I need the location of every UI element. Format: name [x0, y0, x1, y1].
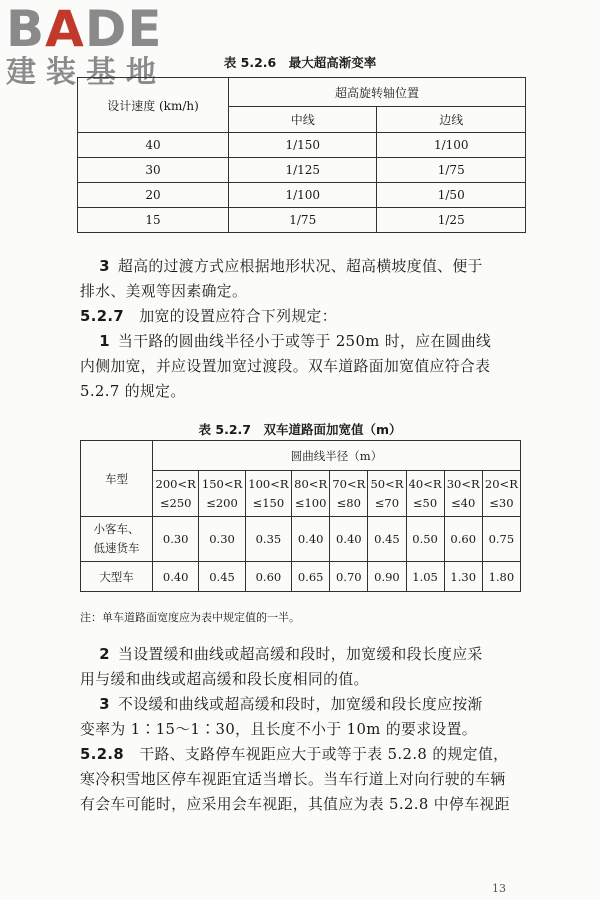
cell-edgeline: 1/75	[377, 158, 526, 183]
cell-value: 1.05	[406, 562, 444, 592]
cell-value: 0.75	[482, 517, 520, 562]
cell-edgeline: 1/25	[377, 208, 526, 233]
table-5-2-7-caption: 表 5.2.7 双车道路面加宽值（m）	[198, 422, 402, 437]
col-rotation-axis: 超高旋转轴位置	[229, 78, 526, 107]
table-row	[81, 562, 521, 592]
range-header: 30<R ≤40	[444, 471, 482, 517]
logo-wordmark: BADE	[6, 0, 163, 58]
cell-centerline: 1/75	[229, 208, 377, 233]
paragraph-3-transition: 3 不设缓和曲线或超高缓和段时，加宽缓和段长度应按渐 变率为 1∶15～1∶30，且长度不小于 10m 的要求设置。	[80, 696, 483, 738]
col-edgeline: 边线	[377, 107, 526, 133]
col-vehicle-type: 车型	[81, 441, 153, 517]
cell-value: 0.45	[368, 517, 406, 562]
cell-speed: 20	[78, 183, 229, 208]
col-curve-radius: 圆曲线半径（m）	[153, 441, 521, 471]
range-header: 80<R ≤100	[292, 471, 330, 517]
cell-value: 1.30	[444, 562, 482, 592]
table-5-2-6-caption: 表 5.2.6 最大超高渐变率	[223, 55, 377, 70]
table-row	[81, 517, 521, 562]
range-header: 100<R ≤150	[245, 471, 291, 517]
range-header: 70<R ≤80	[330, 471, 368, 517]
cell-value: 0.60	[245, 562, 291, 592]
table-row	[78, 158, 526, 183]
paragraph-1-widening: 1 当干路的圆曲线半径小于或等于 250m 时，应在圆曲线 内侧加宽，并应设置加宽过渡段。双车道路面加宽值应符合表 5.2.7 的规定。	[80, 333, 492, 400]
cell-centerline: 1/150	[229, 133, 377, 158]
cell-speed: 40	[78, 133, 229, 158]
row-label-small-vehicle: 小客车、 低速货车	[81, 517, 153, 562]
cell-value: 0.70	[330, 562, 368, 592]
col-design-speed: 设计速度 (km/h)	[78, 78, 229, 133]
cell-value: 0.35	[245, 517, 291, 562]
cell-value: 0.65	[292, 562, 330, 592]
table-row	[78, 133, 526, 158]
cell-speed: 30	[78, 158, 229, 183]
cell-value: 0.40	[292, 517, 330, 562]
range-header: 150<R ≤200	[199, 471, 245, 517]
col-centerline: 中线	[229, 107, 377, 133]
paragraph-2-transition: 2 当设置缓和曲线或超高缓和段时，加宽缓和段长度应采 用与缓和曲线或超高缓和段长度相同的值。	[80, 646, 483, 688]
cell-value: 0.30	[199, 517, 245, 562]
range-header: 50<R ≤70	[368, 471, 406, 517]
cell-value: 0.30	[153, 517, 199, 562]
cell-value: 0.45	[199, 562, 245, 592]
cell-value: 0.40	[153, 562, 199, 592]
paragraph-3-superelevation: 3 超高的过渡方式应根据地形状况、超高横坡度值、便于 排水、美观等因素确定。	[80, 258, 483, 300]
cell-value: 0.50	[406, 517, 444, 562]
section-5-2-8: 5.2.8 干路、支路停车视距应大于或等于表 5.2.8 的规定值， 寒冷积雪地区停车视距宜适当增长。当车行道上对向行驶的车辆 有会车可能时，应采用会车视距，其值应为表 5.2.8 中停车视距	[80, 746, 510, 813]
range-header: 200<R ≤250	[153, 471, 199, 517]
cell-value: 0.60	[444, 517, 482, 562]
table-row	[78, 183, 526, 208]
range-header: 40<R ≤50	[406, 471, 444, 517]
cell-value: 1.80	[482, 562, 520, 592]
cell-value: 0.90	[368, 562, 406, 592]
cell-speed: 15	[78, 208, 229, 233]
cell-edgeline: 1/50	[377, 183, 526, 208]
cell-centerline: 1/100	[229, 183, 377, 208]
cell-centerline: 1/125	[229, 158, 377, 183]
table-5-2-6	[77, 77, 526, 233]
cell-value: 0.40	[330, 517, 368, 562]
page-number: 13	[492, 882, 506, 895]
logo-subtitle: 建装基地	[6, 55, 166, 90]
range-header: 20<R ≤30	[482, 471, 520, 517]
row-label-large-vehicle: 大型车	[81, 562, 153, 592]
table-row	[78, 208, 526, 233]
section-5-2-7-heading: 5.2.7 加宽的设置应符合下列规定：	[80, 308, 337, 325]
table-note: 注：单车道路面宽度应为表中规定值的一半。	[80, 611, 300, 624]
cell-edgeline: 1/100	[377, 133, 526, 158]
table-5-2-7	[80, 440, 521, 592]
